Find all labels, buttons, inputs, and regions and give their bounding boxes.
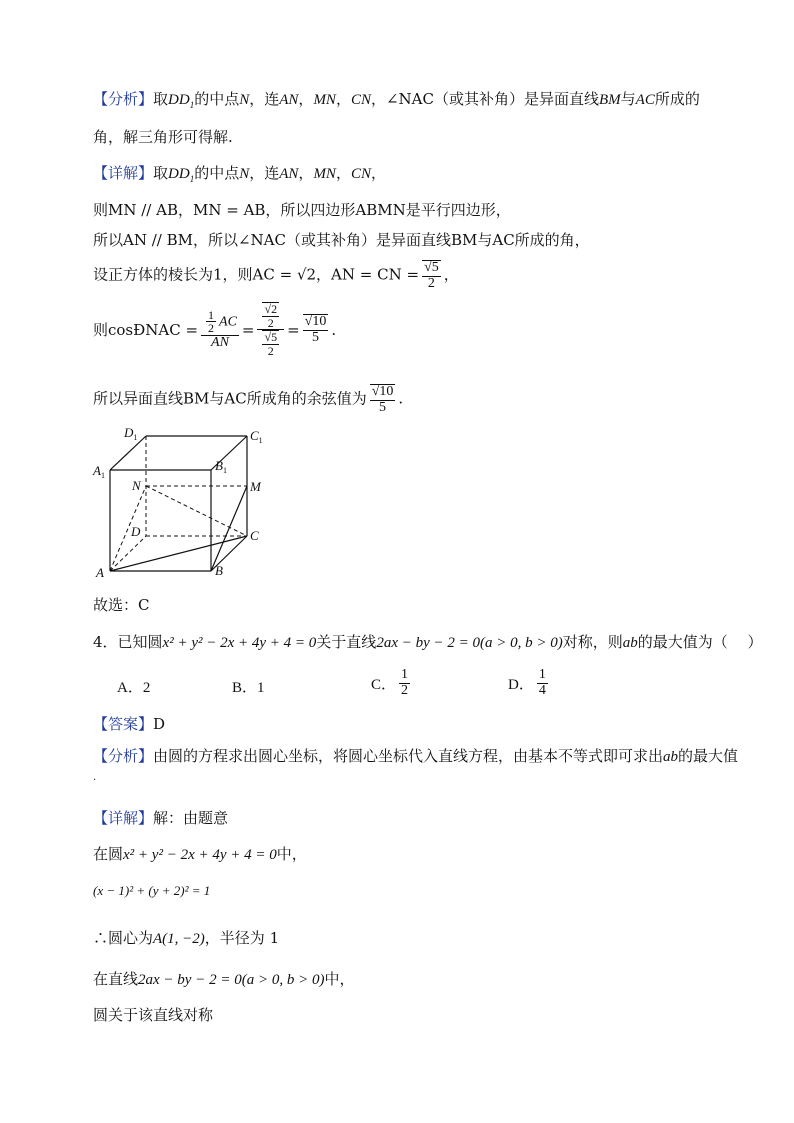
q4-analysis-dot: . — [93, 772, 97, 783]
nested-fraction: $\frac{\frac{√2}{2}}{\frac{√5}{2}}$ — [257, 302, 284, 357]
q3-detail-line5: 则cosÐNAC = $\frac{1}{2}$ AC AN = $\frac{\frac{√2}{2}}{\frac{√5}{2}}$ = $\frac{√10}{5}$ . — [93, 302, 337, 358]
q3-answer-choice: 故选：C — [93, 596, 150, 614]
q3-analysis-line1: 【分析】取$DD_1$的中点N，连AN，MN，CN，∠NAC（或其补角）是异面直线BM与AC所成的 — [93, 90, 700, 110]
segment-ac — [110, 536, 247, 571]
label-d: D — [131, 524, 141, 539]
q4-detail-2: 在圆x² + y² − 2x + 4y + 4 = 0中， — [93, 845, 307, 863]
label-a1: $A_1$ — [93, 463, 105, 480]
analysis-tag: 【分析】 — [93, 747, 154, 765]
label-d1: $D_1$ — [124, 425, 138, 442]
q4-detail-1: 【详解】解：由题意 — [93, 809, 229, 827]
label-b: B — [215, 563, 223, 578]
option-a: A．2 — [117, 680, 151, 696]
label-b1: $B_1$ — [215, 458, 227, 475]
q4-detail-6: 圆关于该直线对称 — [93, 1006, 214, 1024]
label-a: A — [96, 565, 104, 580]
edge-a1-d1 — [110, 436, 146, 470]
segment-bm — [211, 486, 247, 571]
q4-detail-3: (x − 1)² + (y + 2)² = 1 — [93, 883, 211, 898]
edge-a-d — [110, 536, 146, 571]
q3-detail-line1: 【详解】取$DD_1$的中点N，连AN，MN，CN， — [93, 164, 386, 184]
q4-stem: 4．已知圆x² + y² − 2x + 4y + 4 = 0关于直线2ax − by − 2 = 0(a > 0, b > 0)对称，则ab的最大值为（ ） — [93, 633, 763, 651]
fraction: $\frac{√5}{2}$ — [424, 260, 439, 291]
fraction: $\frac{√10}{5}$ — [371, 384, 394, 415]
q3-detail-line3: 所以AN // BM，所以∠NAC（或其补角）是异面直线BM与AC所成的角， — [93, 231, 590, 249]
label-n: N — [132, 478, 141, 493]
label-c1: $C_1$ — [250, 428, 263, 445]
q4-analysis: 【分析】由圆的方程求出圆心坐标，将圆心坐标代入直线方程，由基本不等式即可求出ab的最大值 — [93, 747, 739, 765]
analysis-tag: 【分析】 — [93, 90, 154, 108]
label-c: C — [250, 528, 259, 543]
q3-detail-line2: 则MN // AB，MN = AB，所以四边形ABMN是平行四边形， — [93, 201, 511, 219]
segment-nc — [146, 486, 247, 536]
result-fraction: $\frac{√10}{5}$ — [304, 314, 327, 345]
option-b: B．1 — [232, 680, 265, 696]
q3-analysis-line2: 角，解三角形可得解. — [93, 128, 233, 146]
q4-detail-4: ∴圆心为A(1, −2)，半径为 1 — [93, 929, 280, 947]
detail-tag: 【详解】 — [93, 164, 154, 182]
q3-detail-line4: 设正方体的棱长为1，则AC = √2，AN = CN = $\frac{√5}{2}$ ， — [93, 260, 459, 291]
cube-diagram — [90, 425, 280, 585]
q3-detail-line6: 所以异面直线BM与AC所成角的余弦值为 $\frac{√10}{5}$ . — [93, 384, 404, 415]
detail-tag: 【详解】 — [93, 809, 154, 827]
dd1-label: $DD_1$ — [168, 92, 195, 110]
label-m: M — [250, 479, 261, 494]
q4-answer: 【答案】D — [93, 715, 166, 733]
option-d: D． $\frac{1}{4}$ — [508, 667, 546, 698]
segment-an — [110, 486, 146, 571]
option-c: C． $\frac{1}{2}$ — [371, 667, 409, 698]
answer-tag: 【答案】 — [93, 715, 154, 733]
cos-fraction: $\frac{1}{2}$ AC AN — [201, 309, 239, 351]
q4-detail-5: 在直线2ax − by − 2 = 0(a > 0, b > 0)中， — [93, 970, 355, 988]
